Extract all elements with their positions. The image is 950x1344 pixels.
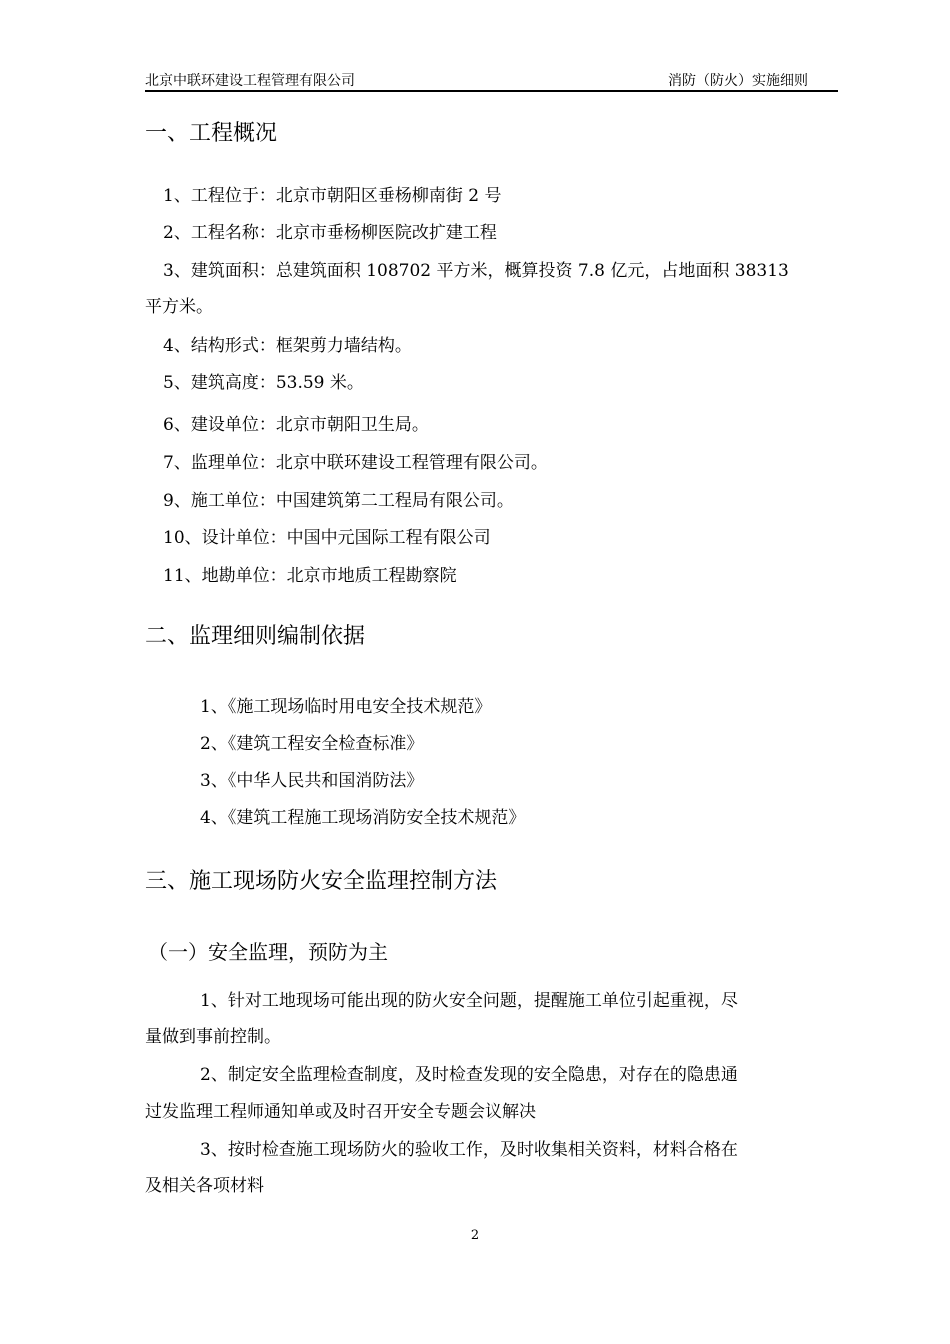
- overview-item-owner: 6、建设单位：北京市朝阳卫生局。: [163, 415, 429, 435]
- overview-item-contractor: 9、施工单位：中国建筑第二工程局有限公司。: [163, 491, 514, 511]
- methods-paragraph-line: 及相关各项材料: [145, 1176, 264, 1196]
- overview-item-area: 3、建筑面积：总建筑面积 108702 平方米，概算投资 7.8 亿元，占地面积 38313: [163, 261, 789, 281]
- header-company: 北京中联环建设工程管理有限公司: [145, 73, 355, 89]
- overview-item-location: 1、工程位于：北京市朝阳区垂杨柳南街 2 号: [163, 186, 502, 206]
- overview-item-designer: 10、设计单位：中国中元国际工程有限公司: [163, 528, 491, 548]
- overview-item-structure: 4、结构形式：框架剪力墙结构。: [163, 336, 412, 356]
- header-doc-title: 消防（防火）实施细则: [668, 73, 808, 89]
- methods-paragraph-line: 2、制定安全监理检查制度，及时检查发现的安全隐患，对存在的隐患通: [200, 1065, 738, 1085]
- basis-item: 2、《建筑工程安全检查标准》: [200, 734, 424, 754]
- basis-item: 3、《中华人民共和国消防法》: [200, 771, 424, 791]
- overview-item-survey: 11、地勘单位：北京市地质工程勘察院: [163, 566, 457, 586]
- methods-paragraph-line: 过发监理工程师通知单或及时召开安全专题会议解决: [145, 1102, 536, 1122]
- section-title-overview: 一、工程概况: [145, 121, 278, 146]
- overview-item-area-cont: 平方米。: [145, 297, 213, 317]
- subsection-title-prevention: （一）安全监理，预防为主: [148, 940, 388, 964]
- page-number: 2: [470, 1228, 480, 1243]
- section-title-methods: 三、施工现场防火安全监理控制方法: [145, 869, 498, 894]
- methods-paragraph-line: 1、针对工地现场可能出现的防火安全问题，提醒施工单位引起重视，尽: [200, 991, 738, 1011]
- overview-item-height: 5、建筑高度：53.59 米。: [163, 373, 364, 393]
- overview-item-name: 2、工程名称：北京市垂杨柳医院改扩建工程: [163, 223, 497, 243]
- methods-paragraph-line: 量做到事前控制。: [145, 1027, 281, 1047]
- page-header: [145, 70, 838, 92]
- basis-item: 4、《建筑工程施工现场消防安全技术规范》: [200, 808, 526, 828]
- section-title-basis: 二、监理细则编制依据: [145, 624, 366, 649]
- basis-item: 1、《施工现场临时用电安全技术规范》: [200, 697, 492, 717]
- methods-paragraph-line: 3、按时检查施工现场防火的验收工作，及时收集相关资料，材料合格在: [200, 1140, 738, 1160]
- overview-item-supervisor: 7、监理单位：北京中联环建设工程管理有限公司。: [163, 453, 548, 473]
